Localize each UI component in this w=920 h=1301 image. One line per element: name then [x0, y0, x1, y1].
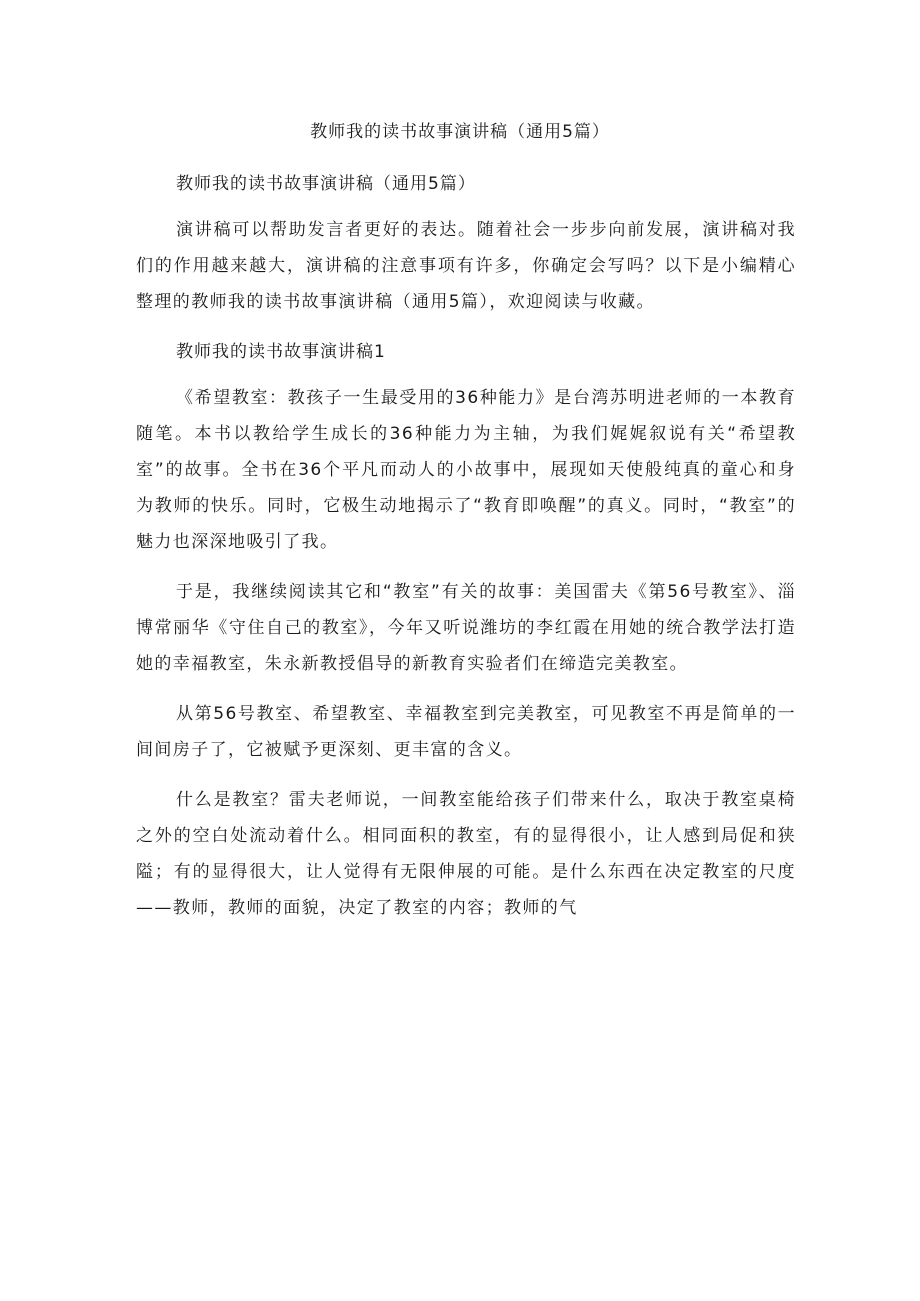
document-body — [136, 166, 796, 940]
paragraph-intro: 演讲稿可以帮助发言者更好的表达。随着社会一步步向前发展，演讲稿对我们的作用越来越大，演讲稿的注意事项有许多，你确定会写吗？以下是小编精心整理的教师我的读书故事演讲稿（通用5篇），欢迎阅读与收藏。 — [136, 220, 796, 312]
document-subtitle: 教师我的读书故事演讲稿（通用5篇） — [176, 174, 476, 194]
paragraph: 《希望教室：教孩子一生最受用的36种能力》是台湾苏明进老师的一本教育随笔。本书以教给学生成长的36种能力为主轴，为我们娓娓叙说有关“希望教室”的故事。全书在36个平凡而动人的小故事中，展现如天使般纯真的童心和身为教师的快乐。同时，它极生动地揭示了“教育即唤醒”的真义。同时，“教室”的魅力也深深地吸引了我。 — [136, 388, 796, 552]
section-heading-1: 教师我的读书故事演讲稿1 — [176, 342, 386, 362]
paragraph: 从第56号教室、希望教室、幸福教室到完美教室，可见教室不再是简单的一间间房子了，它被赋予更深刻、更丰富的含义。 — [136, 704, 796, 760]
document-title: 教师我的读书故事演讲稿（通用5篇） — [310, 122, 610, 142]
paragraph: 于是，我继续阅读其它和“教室”有关的故事：美国雷夫《第56号教室》、淄博常丽华《守住自己的教室》，今年又听说潍坊的李红霞在用她的统合教学法打造她的幸福教室，朱永新教授倡导的新教育实验者们在缔造完美教室。 — [136, 582, 796, 674]
paragraph: 什么是教室？雷夫老师说，一间教室能给孩子们带来什么，取决于教室桌椅之外的空白处流动着什么。相同面积的教室，有的显得很小，让人感到局促和狭隘；有的显得很大，让人觉得有无限伸展的可能。是什么东西在决定教室的尺度——教师，教师的面貌，决定了教室的内容；教师的气 — [136, 790, 796, 918]
